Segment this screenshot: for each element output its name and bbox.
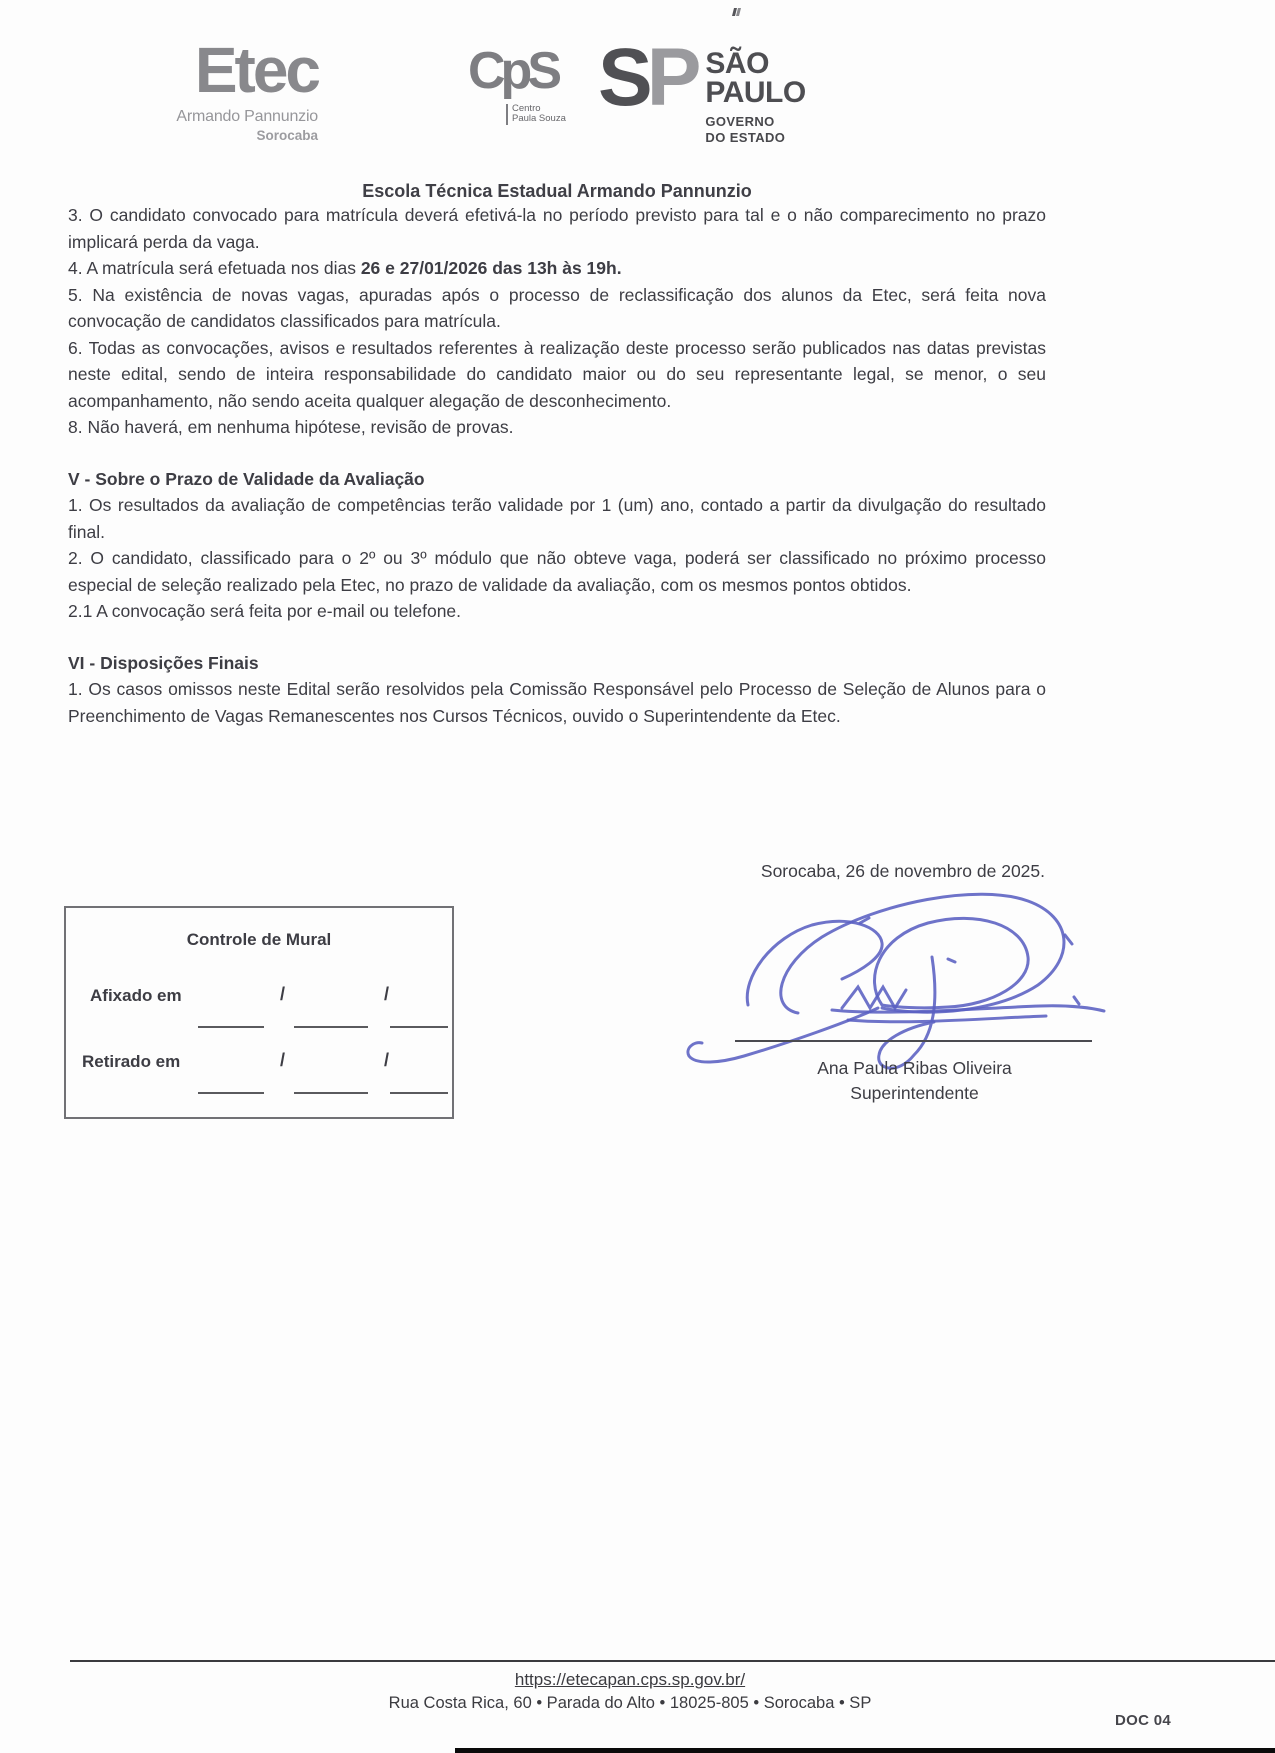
paragraph-spacer: [68, 441, 1046, 466]
affixed-on-label: Afixado em: [90, 986, 182, 1005]
blank-field: [198, 1092, 264, 1094]
sp-gov-line2: DO ESTADO: [705, 130, 786, 146]
body-item-6: 6. Todas as convocações, avisos e resultados referentes à realização deste processo serão publicados nas datas previstas neste edital, sendo de inteira responsabilidade do candidato maior ou do seu representante legal, se menor, o seu acompanhamento, não sendo aceita qualquer alegação de desconhecimento.: [68, 337, 1046, 411]
body-item-5: 5. Na existência de novas vagas, apuradas após o processo de reclassificação dos alunos da Etec, será feita nova convocação de candidatos classificados para matrícula.: [68, 284, 1046, 331]
removed-on-label: Retirado em: [82, 1052, 181, 1071]
blank-field: [294, 1092, 368, 1094]
handwritten-signature-ink: [650, 875, 1110, 1080]
body-item-8: 8. Não haverá, em nenhuma hipótese, revisão de provas.: [68, 417, 514, 437]
doc-code-label: DOC 04: [1115, 1712, 1171, 1729]
section-v-item-2: 2. O candidato, classificado para o 2º ou 3º módulo que não obteve vaga, poderá ser classificado no próximo processo especial de seleção realizado pela Etec, no prazo de validade da avaliação, com os mesmos pontos obtidos.: [68, 548, 1046, 595]
sp-glyph-p: P: [646, 32, 696, 123]
sp-name-line2: PAULO: [705, 75, 806, 109]
school-address: Rua Costa Rica, 60 • Parada do Alto • 18025-805 • Sorocaba • SP: [388, 1694, 872, 1712]
sp-name-line1: SÃO: [705, 47, 769, 80]
mural-control-box: [64, 906, 454, 1119]
scan-artifact: [732, 8, 737, 16]
section-v-item-2-1: 2.1 A convocação será feita por e-mail ou telefone.: [68, 601, 462, 621]
date-line: Sorocaba, 26 de novembro de 2025.: [760, 861, 1045, 881]
sao-paulo-government-logo: [598, 32, 806, 147]
body-item-3: 3. O candidato convocado para matrícula deverá efetivá-la no período previsto para tal e o não comparecimento no prazo implicará perda da vaga.: [68, 205, 1046, 252]
cps-caption-line1: Centro: [512, 103, 541, 114]
sp-glyph-s: S: [598, 32, 647, 123]
footer-divider: [70, 1660, 1275, 1662]
sp-logo-text: [705, 44, 805, 147]
etec-logo: [150, 34, 318, 143]
signature-line: [735, 1040, 1092, 1042]
body-item-4-dates: 26 e 27/01/2026 das 13h às 19h.: [360, 258, 622, 278]
blank-field: [390, 1026, 448, 1028]
signatory-name: Ana Paula Ribas Oliveira: [817, 1058, 1012, 1078]
sp-gov-line1: GOVERNO: [705, 114, 775, 129]
school-website-link[interactable]: https://etecapan.cps.sp.gov.br/: [514, 1670, 746, 1689]
document-body: [68, 202, 1046, 729]
etec-logo-wordmark: Etec: [194, 34, 318, 106]
section-v-item-1: 1. Os resultados da avaliação de competências terão validade por 1 (um) ano, contado a partir da divulgação do resultado final.: [68, 495, 1046, 542]
etec-logo-city: Sorocaba: [256, 127, 318, 143]
blank-field: [294, 1026, 368, 1028]
section-vi-title: VI - Disposições Finais: [68, 652, 259, 673]
page-title: Escola Técnica Estadual Armando Pannunzio: [362, 181, 752, 201]
etec-logo-school-name: Armando Pannunzio: [176, 107, 318, 125]
sp-logo-icon: [598, 32, 696, 123]
cps-caption-line2: Paula Souza: [512, 113, 566, 125]
body-item-4: [68, 255, 1046, 282]
section-v-title: V - Sobre o Prazo de Validade da Avaliação: [68, 468, 425, 489]
signatory-role: Superintendente: [850, 1083, 979, 1103]
blank-field: [390, 1092, 448, 1094]
scan-edge-artifact: [455, 1748, 1275, 1753]
date-slash: /: [280, 1050, 286, 1070]
blank-field: [198, 1026, 264, 1028]
mural-box-title: Controle de Mural: [186, 930, 332, 949]
centro-paula-souza-logo: [468, 42, 578, 128]
cps-logo-mark-icon: CpS: [468, 42, 557, 100]
date-slash: /: [280, 984, 286, 1004]
cps-logo-caption: [506, 104, 566, 125]
date-slash: /: [384, 1050, 390, 1070]
section-vi-item-1: 1. Os casos omissos neste Edital serão resolvidos pela Comissão Responsável pelo Processo de Seleção de Alunos para o Preenchimento de Vagas Remanescentes nos Cursos Técnicos, ouvido o Superintendente da Etec.: [68, 679, 1046, 726]
body-item-4-text: 4. A matrícula será efetuada nos dias: [68, 258, 361, 278]
paragraph-spacer: [68, 625, 1046, 650]
date-slash: /: [384, 984, 390, 1004]
signature-block: [732, 1056, 1097, 1106]
